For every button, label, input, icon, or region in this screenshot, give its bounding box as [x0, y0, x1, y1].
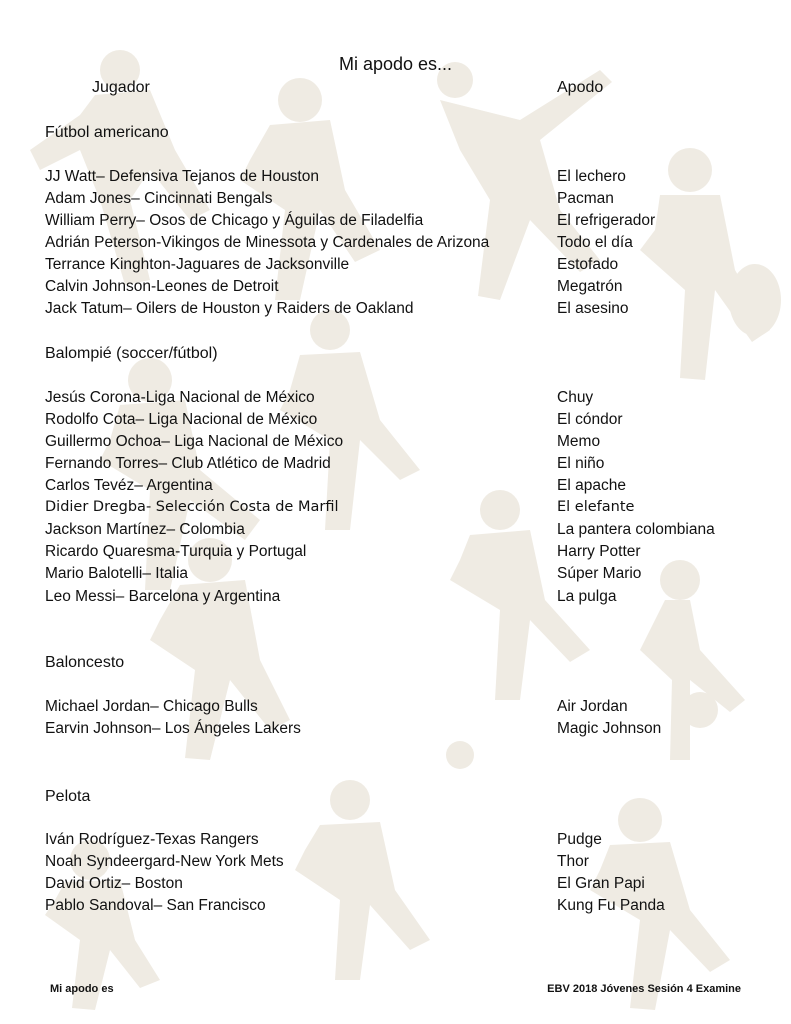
player-name: Adam Jones– Cincinnati Bengals [45, 190, 273, 207]
column-header-player: Jugador [92, 79, 150, 96]
player-nickname: El apache [557, 477, 626, 494]
player-name: Carlos Tevéz– Argentina [45, 477, 213, 494]
page-title: Mi apodo es... [338, 54, 453, 74]
player-name: Iván Rodríguez-Texas Rangers [45, 831, 259, 848]
player-nickname: El lechero [557, 168, 626, 185]
player-nickname: Memo [557, 433, 601, 450]
player-name: Rodolfo Cota– Liga Nacional de México [45, 411, 318, 428]
player-name: Didier Dregba- Selección Costa de Marfil [45, 499, 339, 515]
table-row [0, 477, 791, 499]
player-name: Calvin Johnson-Leones de Detroit [45, 278, 279, 295]
table-row [0, 588, 791, 610]
table-row [0, 875, 791, 897]
footer-right-text: EBV 2018 Jóvenes Sesión 4 Examine [547, 983, 741, 995]
table-row [0, 190, 791, 212]
table-row [0, 897, 791, 919]
player-nickname: Thor [557, 853, 589, 870]
table-row [0, 168, 791, 190]
table-row [0, 234, 791, 256]
player-nickname: El elefante [557, 499, 635, 515]
player-nickname: Air Jordan [557, 698, 628, 715]
table-row [0, 499, 791, 521]
player-name: David Ortiz– Boston [45, 875, 183, 892]
player-nickname: Súper Mario [557, 565, 642, 582]
player-name: Jesús Corona-Liga Nacional de México [45, 389, 315, 406]
table-row [0, 389, 791, 411]
table-row [0, 433, 791, 455]
section-title-soccer: Balompié (soccer/fútbol) [45, 345, 218, 362]
player-name: Leo Messi– Barcelona y Argentina [45, 588, 281, 605]
section-title-american-football: Fútbol americano [45, 124, 169, 141]
player-name: William Perry– Osos de Chicago y Águilas de Filadelfia [45, 212, 424, 229]
player-nickname: La pantera colombiana [557, 521, 715, 538]
player-name: Jack Tatum– Oilers de Houston y Raiders de Oakland [45, 300, 414, 317]
player-nickname: El asesino [557, 300, 629, 317]
table-row [0, 278, 791, 300]
player-name: Noah Syndeergard-New York Mets [45, 853, 284, 870]
player-nickname: Magic Johnson [557, 720, 662, 737]
table-row [0, 212, 791, 234]
player-nickname: La pulga [557, 588, 617, 605]
player-nickname: El Gran Papi [557, 875, 645, 892]
table-row [0, 543, 791, 565]
player-nickname: Pudge [557, 831, 602, 848]
player-nickname: El refrigerador [557, 212, 656, 229]
table-row [0, 521, 791, 543]
table-row [0, 698, 791, 720]
section-title-baseball: Pelota [45, 788, 91, 805]
player-name: Michael Jordan– Chicago Bulls [45, 698, 258, 715]
player-name: Pablo Sandoval– San Francisco [45, 897, 266, 914]
section-title-basketball: Baloncesto [45, 654, 125, 671]
player-name: Guillermo Ochoa– Liga Nacional de México [45, 433, 344, 450]
player-name: Earvin Johnson– Los Ángeles Lakers [45, 720, 301, 737]
player-name: Adrián Peterson-Vikingos de Minessota y Cardenales de Arizona [45, 234, 490, 251]
player-name: Ricardo Quaresma-Turquia y Portugal [45, 543, 307, 560]
table-row [0, 300, 791, 322]
column-header-nickname: Apodo [557, 79, 604, 96]
table-row [0, 720, 791, 742]
player-nickname: Pacman [557, 190, 614, 207]
table-row [0, 455, 791, 477]
player-name: Mario Balotelli– Italia [45, 565, 189, 582]
table-row [0, 411, 791, 433]
player-nickname: Chuy [557, 389, 594, 406]
table-row [0, 831, 791, 853]
player-nickname: El niño [557, 455, 605, 472]
table-row [0, 256, 791, 278]
player-name: Jackson Martínez– Colombia [45, 521, 245, 538]
table-row [0, 853, 791, 875]
table-row [0, 565, 791, 587]
player-nickname: Megatrón [557, 278, 623, 295]
player-nickname: Todo el día [557, 234, 633, 251]
player-name: Terrance Kinghton-Jaguares de Jacksonville [45, 256, 350, 273]
player-nickname: Kung Fu Panda [557, 897, 665, 914]
player-name: Fernando Torres– Club Atlético de Madrid [45, 455, 331, 472]
player-nickname: Harry Potter [557, 543, 641, 560]
player-nickname: Estofado [557, 256, 619, 273]
player-name: JJ Watt– Defensiva Tejanos de Houston [45, 168, 319, 185]
player-nickname: El cóndor [557, 411, 623, 428]
footer-left-text: Mi apodo es [50, 983, 114, 995]
